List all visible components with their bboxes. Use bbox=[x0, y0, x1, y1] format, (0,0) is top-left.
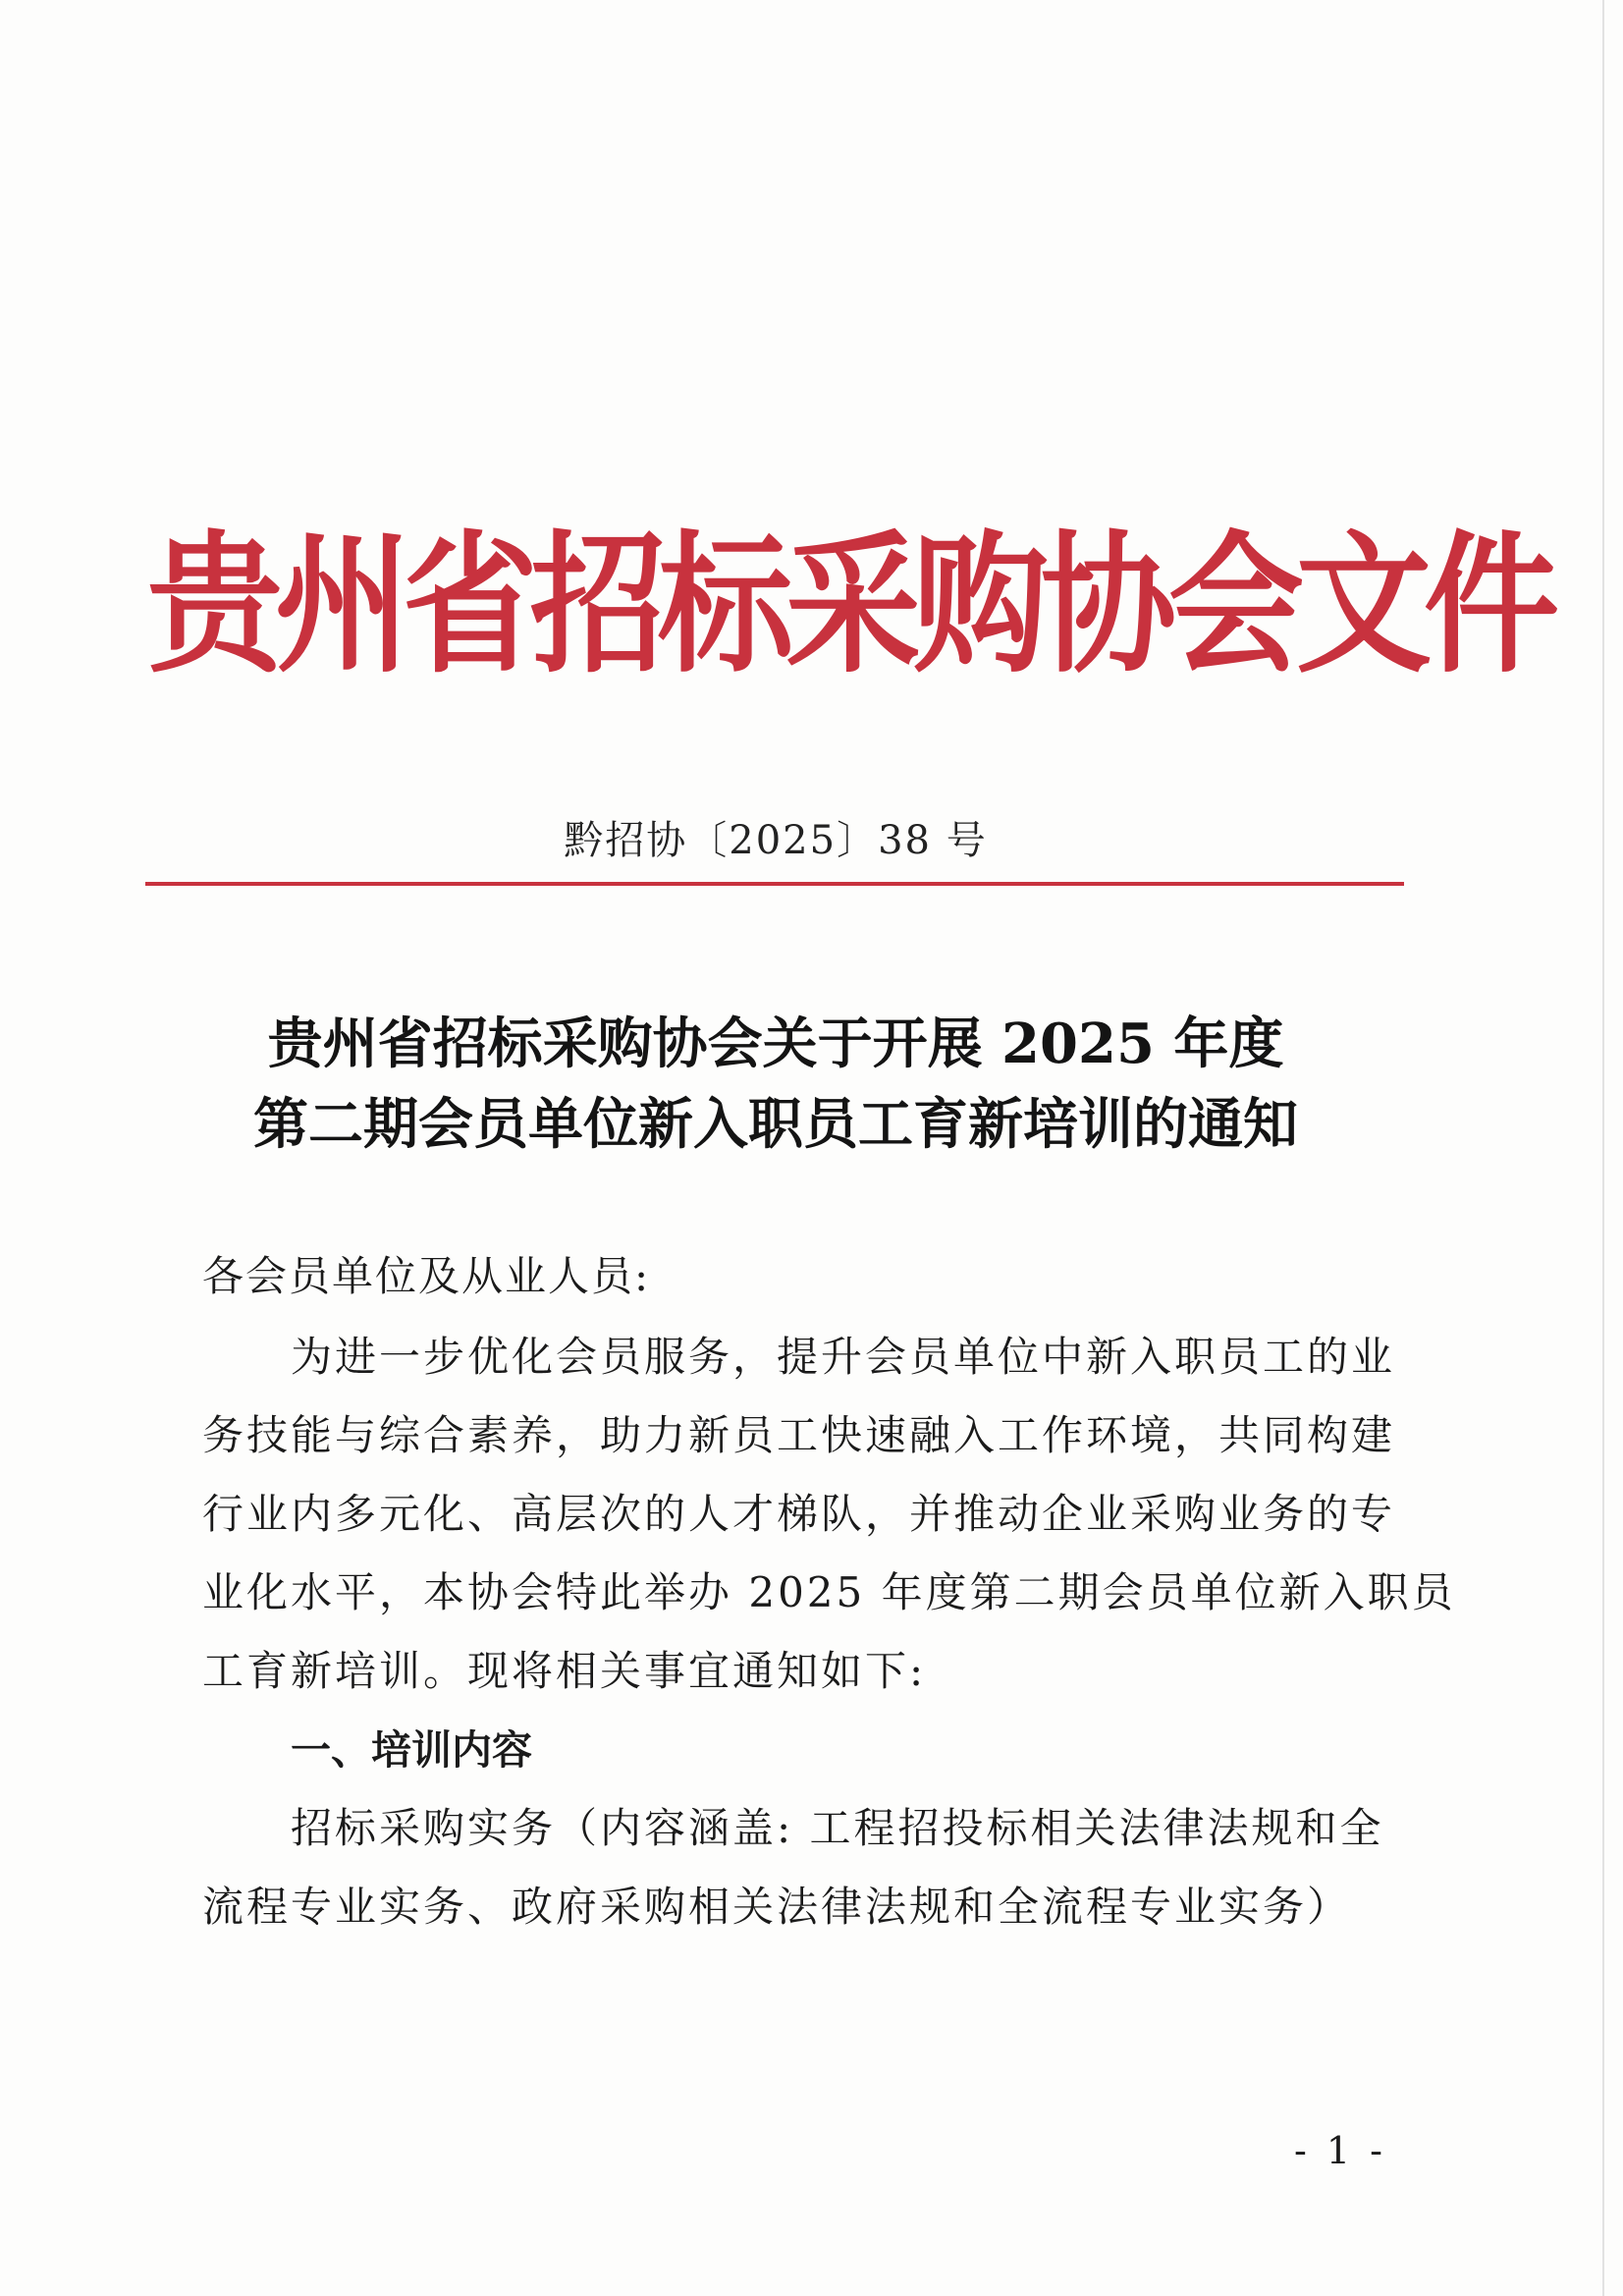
body-line-4: 业化水平，本协会特此举办 2025 年度第二期会员单位新入职员 bbox=[202, 1568, 1456, 1616]
body-line-5: 工育新培训。现将相关事宜通知如下: bbox=[202, 1647, 927, 1695]
notice-title-line-2: 第二期会员单位新入职员工育新培训的通知 bbox=[253, 1092, 1298, 1157]
notice-title-line-1: 贵州省招标采购协会关于开展 2025 年度 bbox=[267, 1011, 1284, 1076]
salutation: 各会员单位及从业人员: bbox=[202, 1252, 651, 1300]
document-number: 黔招协〔2025〕38 号 bbox=[564, 818, 988, 863]
section1-line-1: 招标采购实务（内容涵盖: 工程招投标相关法律法规和全 bbox=[202, 1804, 1384, 1852]
red-divider bbox=[145, 882, 1404, 886]
page-number: - 1 - bbox=[1294, 2129, 1387, 2172]
scan-edge-line bbox=[1602, 0, 1604, 2296]
org-masthead: 贵州省招标采购协会文件 bbox=[147, 514, 1552, 694]
body-line-3: 行业内多元化、高层次的人才梯队，并推动企业采购业务的专 bbox=[202, 1490, 1396, 1538]
body-line-1: 为进一步优化会员服务，提升会员单位中新入职员工的业 bbox=[202, 1333, 1396, 1381]
section1-line-2: 流程专业实务、政府采购相关法律法规和全流程专业实务） bbox=[202, 1883, 1352, 1931]
section-heading-training-content: 一、培训内容 bbox=[291, 1726, 532, 1774]
body-line-2: 务技能与综合素养，助力新员工快速融入工作环境，共同构建 bbox=[202, 1411, 1396, 1459]
notice-title bbox=[147, 1004, 1404, 1165]
